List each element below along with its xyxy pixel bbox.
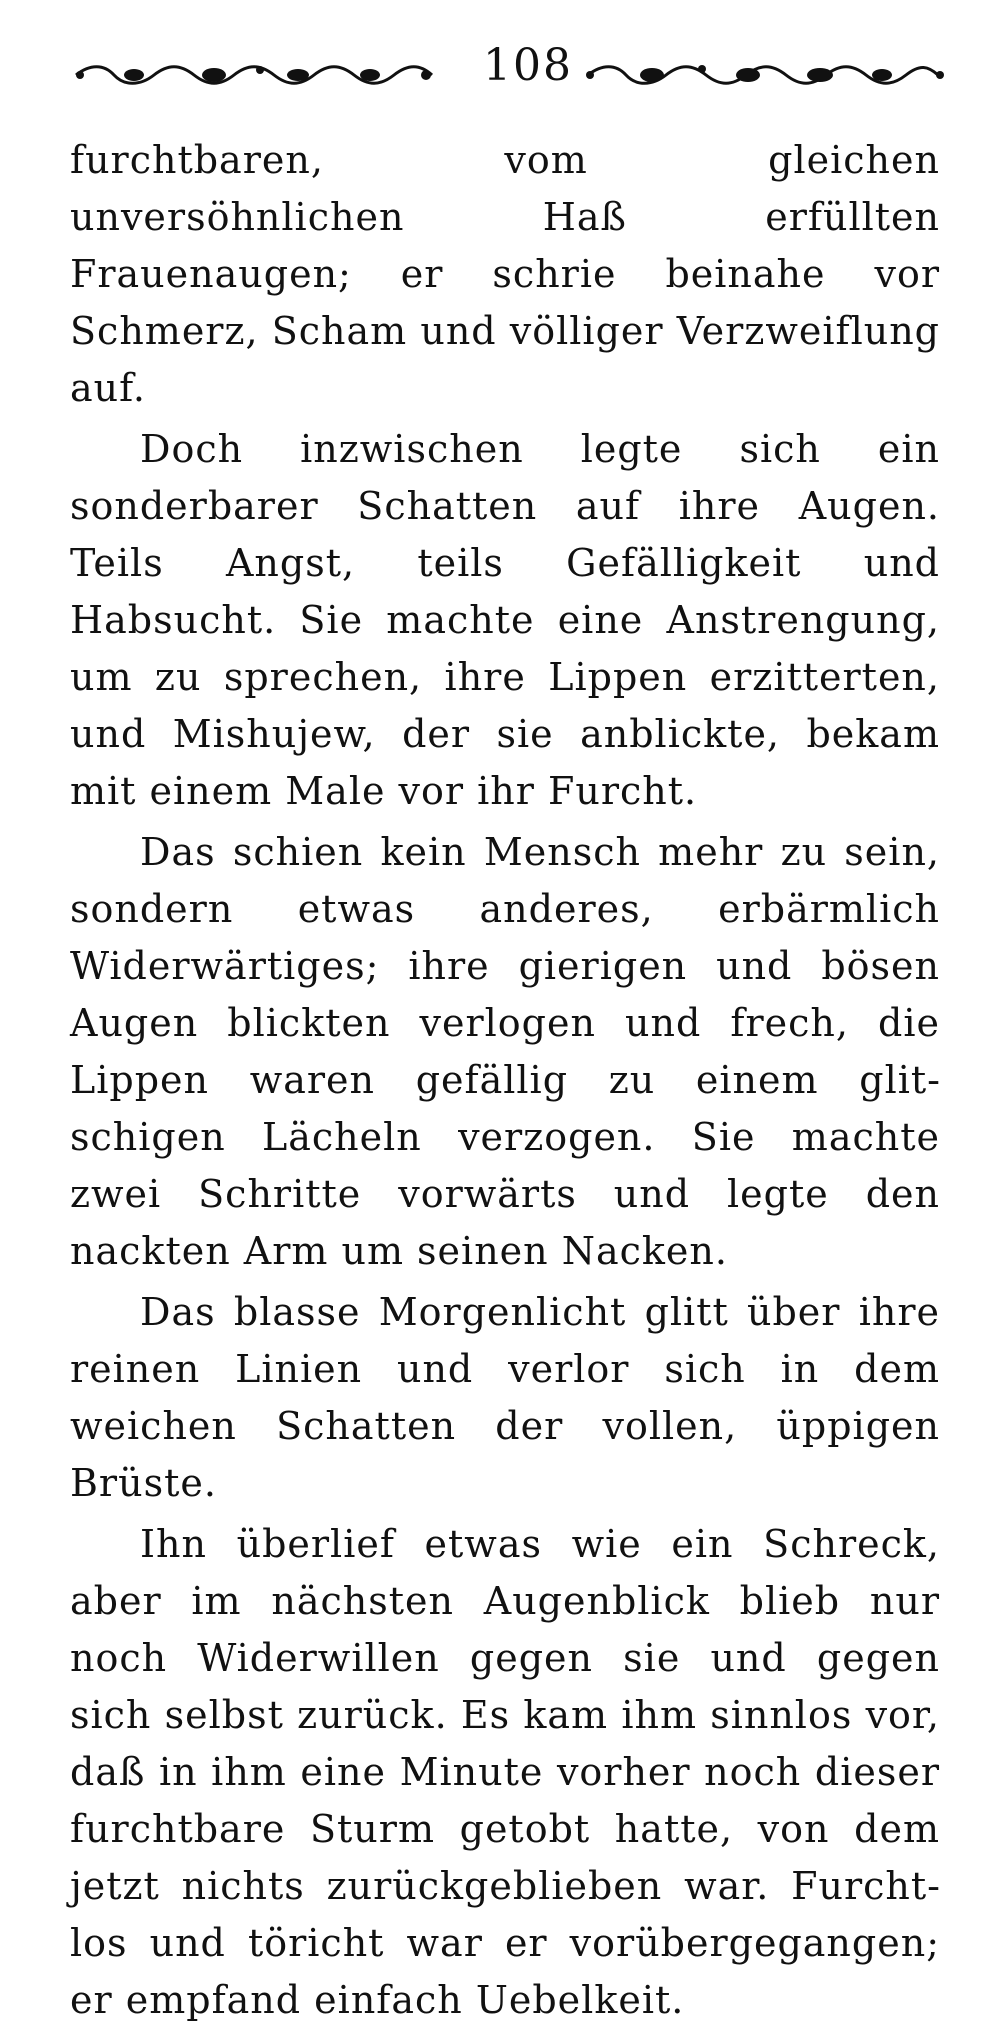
paragraph-4: Das blasse Morgenlicht glitt über ihre reinen Linien und verlor sich in dem weichen Schatten der vollen, üppigen Brüste. [70, 1290, 940, 1505]
paragraph-5: Ihn überlief etwas wie ein Schreck, aber im nächsten Augenblick blieb nur noch Widerwillen gegen sie und gegen sich selbst zurück. Es kam ihm sinnlos vor, daß in ihm eine Minute vorher noch dieser furchtbare Sturm getobt hatte, von dem jetzt nichts zurückgeblieben war. Furchtlos und töricht war er vorübergegangen; er empfand einfach Uebelkeit. [70, 1522, 940, 2022]
left-ornament-icon [70, 58, 440, 92]
paragraph-1: furchtbaren, vom gleichen unversöhnlichen Haß erfüllten Frauenaugen; er schrie beinahe vor Schmerz, Scham und völliger Verzweiflung auf. [70, 138, 940, 410]
body-text [70, 132, 940, 2029]
page-number: 108 [483, 40, 573, 91]
paragraph-2: Doch inzwischen legte sich ein sonderbarer Schatten auf ihre Augen. Teils Angst, teils Gefälligkeit und Habsucht. Sie machte eine Anstrengung, um zu sprechen, ihre Lippen erzitterten, und Mishujew, der sie anblickte, bekam mit einem Male vor ihr Furcht. [70, 427, 940, 813]
page-header [70, 40, 946, 110]
right-ornament-icon [582, 58, 946, 92]
paragraph-3: Das schien kein Mensch mehr zu sein, sondern etwas anderes, erbärmlich Widerwärtiges; ihre gierigen und bösen Augen blickten verlogen und frech, die Lippen waren gefällig zu einem glitschigen Lächeln verzogen. Sie machte zwei Schritte vorwärts und legte den nackten Arm um seinen Nacken. [70, 830, 940, 1273]
